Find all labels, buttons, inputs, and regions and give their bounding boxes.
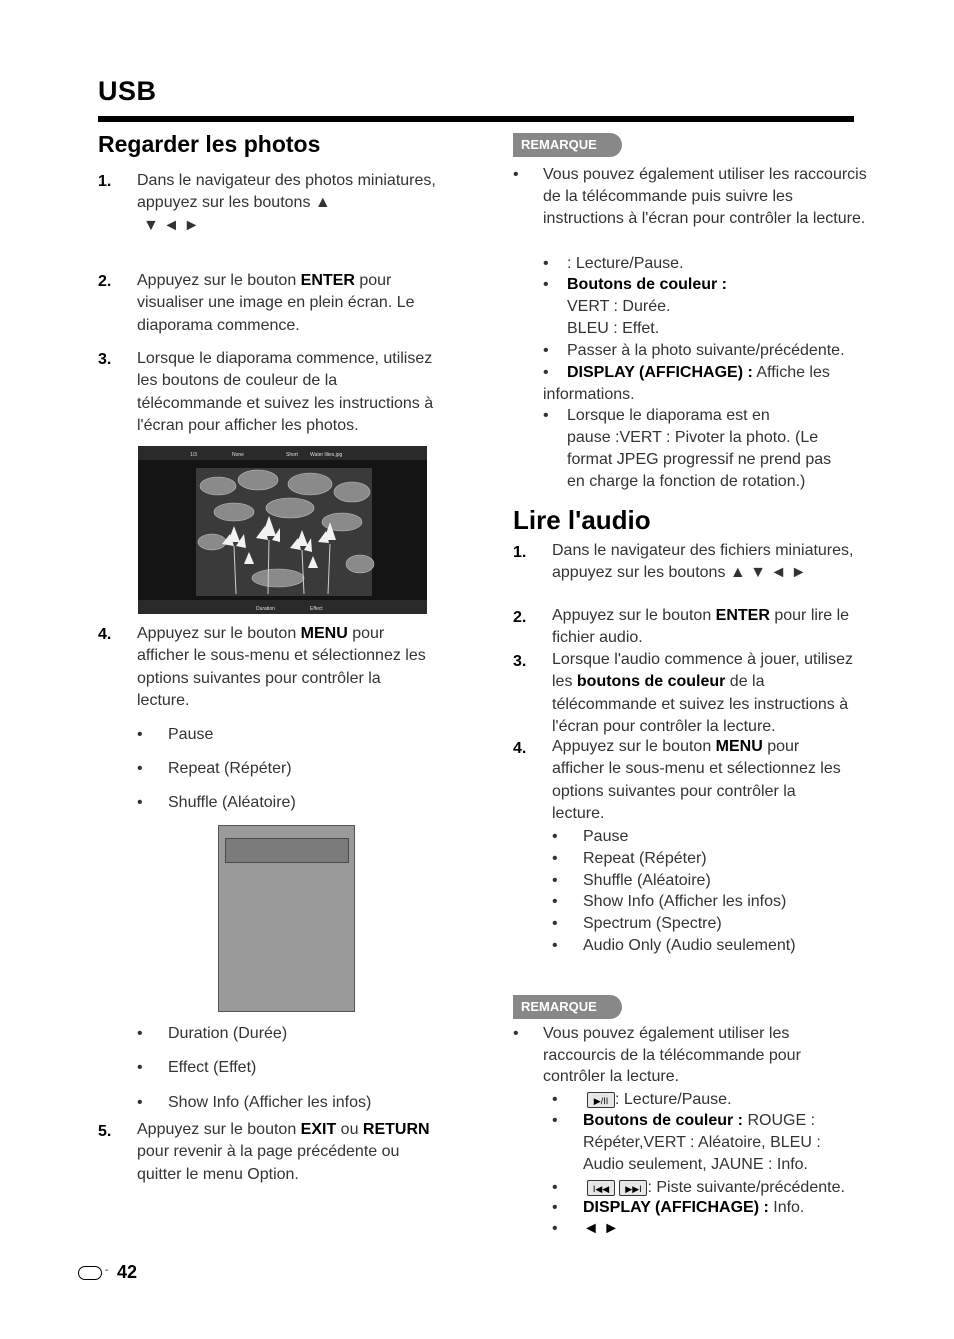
note-subitem: • Lorsque le diaporama est en: [543, 407, 770, 424]
list-item: • Pause: [137, 726, 214, 743]
step-number: 5.: [98, 1123, 112, 1140]
note-line: format JPEG progressif ne prend pas: [567, 451, 832, 468]
step-text: Appuyez sur le bouton ENTER pour visualiser une image en plein écran. Le diaporama commence.: [137, 272, 415, 334]
step-text: Appuyez sur le bouton MENU pour afficher le sous-menu et sélectionnez les options suivantes pour contrôler la lecture.: [552, 738, 841, 822]
note-item: • Vous pouvez également utiliser les raccourcis de la télécommande puis suivre les instructions à l'écran pour contrôler la lecture.: [513, 166, 867, 227]
osd-counter: 1/3: [190, 452, 197, 458]
note-subitem: • Boutons de couleur : ROUGE : Répéter,VERT : Aléatoire, BLEU : Audio seulement, JAUNE : Info.: [552, 1112, 821, 1173]
list-item: • Show Info (Afficher les infos): [552, 893, 787, 910]
list-item: • Duration (Durée): [137, 1025, 288, 1042]
note-subitem: • ◄ ►: [552, 1220, 620, 1237]
list-item: • Audio Only (Audio seulement): [552, 937, 796, 954]
list-item: • Repeat (Répéter): [552, 850, 707, 867]
note-subitem: • Boutons de couleur :: [543, 276, 727, 293]
note-subitem: • : Lecture/Pause.: [543, 255, 684, 272]
step-number: 3.: [98, 351, 112, 368]
arrow-icons: ◄ ►: [583, 1220, 620, 1237]
page-language-icon: [78, 1266, 102, 1280]
note-item: • Vous pouvez également utiliser les raccourcis de la télécommande pour contrôler la lecture.: [513, 1025, 801, 1085]
step-number: 4.: [513, 740, 527, 757]
section-title-audio: Lire l'audio: [513, 505, 651, 535]
water-lilies-image: [138, 446, 427, 614]
page-dash: -: [105, 1265, 109, 1276]
step-number: 2.: [513, 609, 527, 626]
step-number: 1.: [513, 544, 527, 561]
osd-file: Water lilies.jpg: [310, 452, 343, 458]
osd-mode: None: [232, 452, 244, 458]
header-rule: [98, 116, 854, 122]
page-number: 42: [117, 1262, 138, 1282]
step-text: Lorsque le diaporama commence, utilisez les boutons de couleur de la télécommande et suivez les instructions à l'écran pour afficher les photos.: [137, 350, 434, 434]
osd-effect: Effect: [310, 606, 323, 612]
osd-duration: Duration: [256, 606, 275, 612]
list-item: • Shuffle (Aléatoire): [552, 872, 711, 889]
submenu-screenshot: [218, 825, 355, 1012]
next-track-icon: ▶▶I: [619, 1180, 647, 1196]
remarque-badge: REMARQUE: [513, 133, 622, 157]
osd-sort: Short: [286, 452, 298, 458]
note-subitem: • DISPLAY (AFFICHAGE) : Affiche les: [543, 364, 830, 381]
previous-track-icon: I◀◀: [587, 1180, 615, 1196]
note-line: VERT : Durée.: [567, 298, 671, 315]
list-item: • Shuffle (Aléatoire): [137, 794, 296, 811]
list-item: • Repeat (Répéter): [137, 760, 292, 777]
submenu-highlight-bar: [225, 838, 349, 863]
page-header-title: USB: [98, 76, 157, 106]
step-number: 2.: [98, 273, 112, 290]
section-title-photos: Regarder les photos: [98, 131, 321, 157]
step-text: Appuyez sur le bouton MENU pour afficher le sous-menu et sélectionnez les options suivantes pour contrôler la lecture.: [137, 625, 426, 709]
note-subitem: • ▶/II : Lecture/Pause.: [552, 1091, 732, 1108]
note-line: en charge la fonction de rotation.): [567, 473, 806, 490]
step-text: Appuyez sur le bouton EXIT ou RETURN pour revenir à la page précédente ou quitter le menu Option.: [137, 1121, 430, 1183]
list-item: • Show Info (Afficher les infos): [137, 1094, 372, 1111]
step-text: Appuyez sur le bouton ENTER pour lire le fichier audio.: [552, 607, 850, 647]
note-subitem: • DISPLAY (AFFICHAGE) : Info.: [552, 1199, 805, 1216]
list-item: • Spectrum (Spectre): [552, 915, 722, 932]
list-item: • Effect (Effet): [137, 1059, 257, 1076]
list-item: • Pause: [552, 828, 629, 845]
step-number: 1.: [98, 173, 112, 190]
remarque-badge: REMARQUE: [513, 995, 622, 1019]
note-line: pause :VERT : Pivoter la photo. (Le: [567, 429, 819, 446]
note-line: informations.: [543, 386, 635, 403]
arrow-icons: ▼ ◄ ►: [143, 216, 200, 234]
note-line: BLEU : Effet.: [567, 320, 660, 337]
step-number: 3.: [513, 653, 527, 670]
step-text: Dans le navigateur des fichiers miniatures, appuyez sur les boutons ▲ ▼ ◄ ►: [552, 542, 854, 582]
slideshow-screenshot: [138, 446, 427, 614]
step-text: Dans le navigateur des photos miniatures, appuyez sur les boutons ▲ ▼ ◄ ►: [137, 172, 436, 234]
step-number: 4.: [98, 626, 112, 643]
play-pause-icon: ▶/II: [587, 1092, 615, 1108]
note-subitem: • I◀◀ ▶▶I : Piste suivante/précédente.: [552, 1179, 845, 1196]
note-subitem: • Passer à la photo suivante/précédente.: [543, 342, 845, 359]
step-text: Lorsque l'audio commence à jouer, utilisez les boutons de couleur de la télécommande et suivez les instructions à l'écran pour contrôler la lecture.: [552, 651, 853, 735]
